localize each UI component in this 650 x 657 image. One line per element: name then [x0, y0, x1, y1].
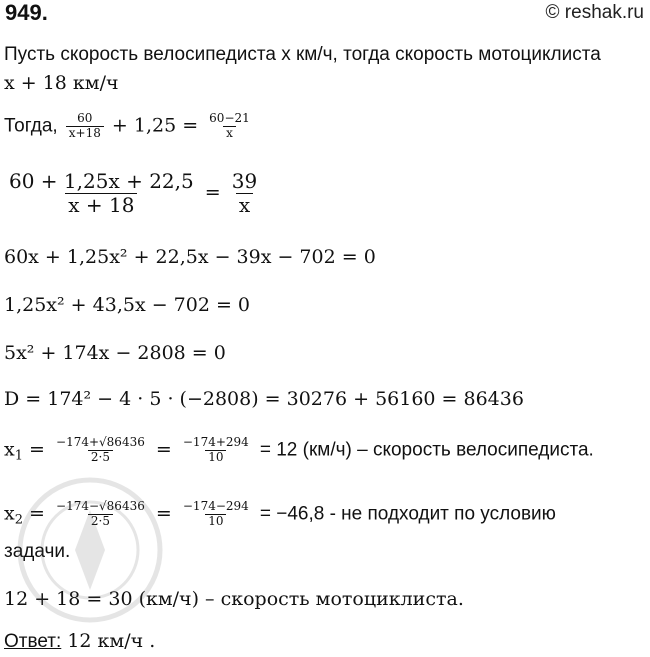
numerator: 60 + 1,25x + 22,5: [9, 169, 194, 193]
denominator: 2·5: [88, 450, 113, 465]
fraction: [180, 500, 252, 529]
text-line-12: 12 + 18 = 30 (км/ч) – скорость мотоциклиста.: [4, 588, 464, 610]
equals-sign: =: [155, 438, 172, 461]
variable: x: [4, 438, 15, 461]
text-line-11: задачи.: [4, 541, 71, 562]
answer-label: Ответ:: [4, 631, 62, 652]
site-credit[interactable]: © reshak.ru: [545, 2, 644, 23]
numerator: 60−21: [209, 111, 250, 125]
numerator: −174−294: [182, 499, 249, 513]
root-2-result: = −46,8 - не подходит по условию: [259, 503, 556, 525]
numerator: 39: [231, 169, 258, 193]
equation-line-3: [4, 112, 255, 141]
subscript: 1: [14, 448, 23, 464]
denominator: x: [236, 193, 253, 217]
denominator: x+18: [66, 126, 104, 141]
equation-line-6: 1,25x² + 43,5x − 702 = 0: [4, 294, 251, 316]
denominator: 2·5: [88, 514, 113, 529]
tone-label: Тогда,: [4, 115, 58, 137]
denominator: x: [223, 126, 236, 141]
numerator: 60: [77, 111, 93, 125]
fraction: [229, 170, 260, 217]
text-line-1: Пусть скорость велосипедиста x км/ч, тогда скорость мотоциклиста: [4, 44, 601, 65]
text-line-2: x + 18 км/ч: [4, 72, 119, 94]
discriminant-line: D = 174² − 4 · 5 · (−2808) = 30276 + 56160 = 86436: [4, 388, 524, 410]
fraction: [66, 112, 104, 141]
equals-sign: =: [204, 181, 221, 204]
denominator: 10: [205, 450, 226, 465]
numerator: −174+294: [182, 435, 249, 449]
answer-value: 12 км/ч .: [61, 630, 156, 652]
numerator: −174−√86436: [56, 499, 145, 513]
equals-sign: =: [29, 438, 45, 461]
numerator: −174+√86436: [56, 435, 145, 449]
variable: x: [4, 502, 15, 525]
denominator: 10: [205, 514, 226, 529]
fraction: [180, 436, 252, 465]
denominator: x + 18: [65, 193, 137, 217]
fraction: [206, 112, 253, 141]
equals-sign: =: [29, 502, 45, 525]
equation-line-5: 60x + 1,25x² + 22,5x − 39x − 702 = 0: [4, 246, 376, 268]
equation-line-7: 5x² + 174x − 2808 = 0: [4, 342, 226, 364]
watermark-logo: [10, 470, 170, 630]
equation-mid: + 1,25 =: [111, 114, 199, 137]
equals-sign: =: [155, 502, 172, 525]
root-1-line: [4, 436, 594, 465]
answer-line: [4, 630, 155, 653]
fraction: [53, 436, 148, 465]
root-1-result: = 12 (км/ч) – скорость велосипедиста.: [259, 439, 594, 461]
subscript: 2: [14, 512, 23, 528]
problem-number: 949.: [5, 0, 48, 25]
equation-line-4: [4, 170, 262, 217]
fraction: [6, 170, 197, 217]
